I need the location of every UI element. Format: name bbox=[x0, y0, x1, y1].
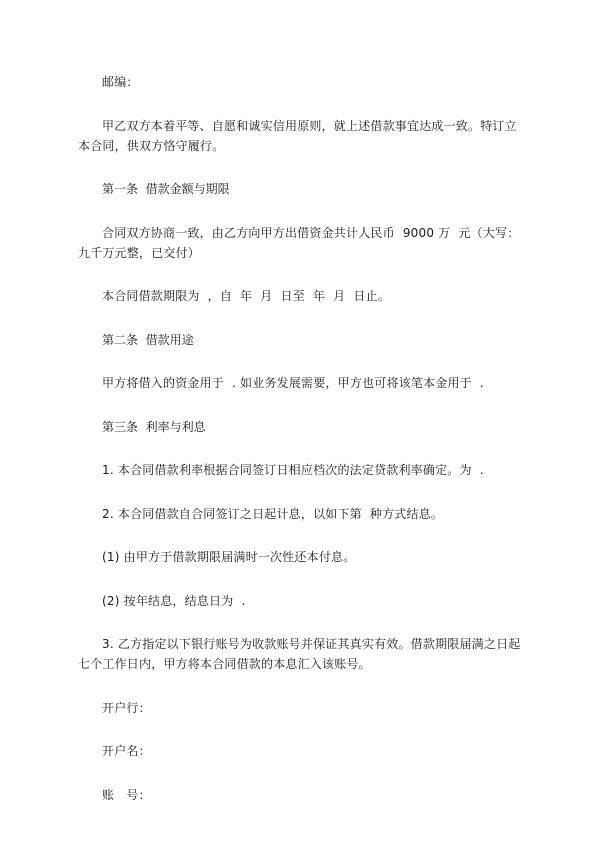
interest-option-2: (2) 按年结息，结息日为 . bbox=[102, 593, 246, 608]
interest-method-paragraph: 2. 本合同借款自合同签订之日起计息，以如下第 种方式结息。 bbox=[102, 506, 444, 521]
loan-term-paragraph: 本合同借款期限为 ，自 年 月 日至 年 月 日止。 bbox=[102, 289, 391, 303]
article-1-heading: 第一条 借款金额与期限 bbox=[102, 182, 230, 196]
article-3-heading: 第三条 利率与利息 bbox=[102, 419, 206, 434]
preamble-paragraph: 甲乙双方本着平等、自愿和诚实信用原则，就上述借款事宜达成一致。特订立本合同，供双方恪守履行。 bbox=[78, 118, 517, 153]
interest-option-1: (1) 由甲方于借款期限届满时一次性还本付息。 bbox=[102, 550, 356, 564]
account-name-label: 开户名： bbox=[102, 744, 151, 758]
interest-rate-paragraph: 1. 本合同借款利率根据合同签订日相应档次的法定贷款利率确定。为 . bbox=[102, 463, 484, 477]
bank-account-paragraph: 3. 乙方指定以下银行账号为收款账号并保证其真实有效。借款期限届满之日起七个工作日内，甲方将本合同借款的本息汇入该账号。 bbox=[78, 637, 521, 671]
bank-name-label: 开户行： bbox=[102, 700, 151, 715]
postal-code-label: 邮编： bbox=[102, 75, 139, 89]
account-number-label: 账 号： bbox=[102, 787, 151, 802]
loan-amount-paragraph: 合同双方协商一致，由乙方向甲方出借资金共计人民币 9000 万 元（大写：九千万元整，已交付） bbox=[78, 225, 520, 260]
article-2-heading: 第二条 借款用途 bbox=[102, 332, 194, 347]
document-body bbox=[78, 72, 528, 828]
loan-purpose-paragraph: 甲方将借入的资金用于 . 如业务发展需要，甲方也可将该笔本金用于 . bbox=[102, 376, 484, 390]
